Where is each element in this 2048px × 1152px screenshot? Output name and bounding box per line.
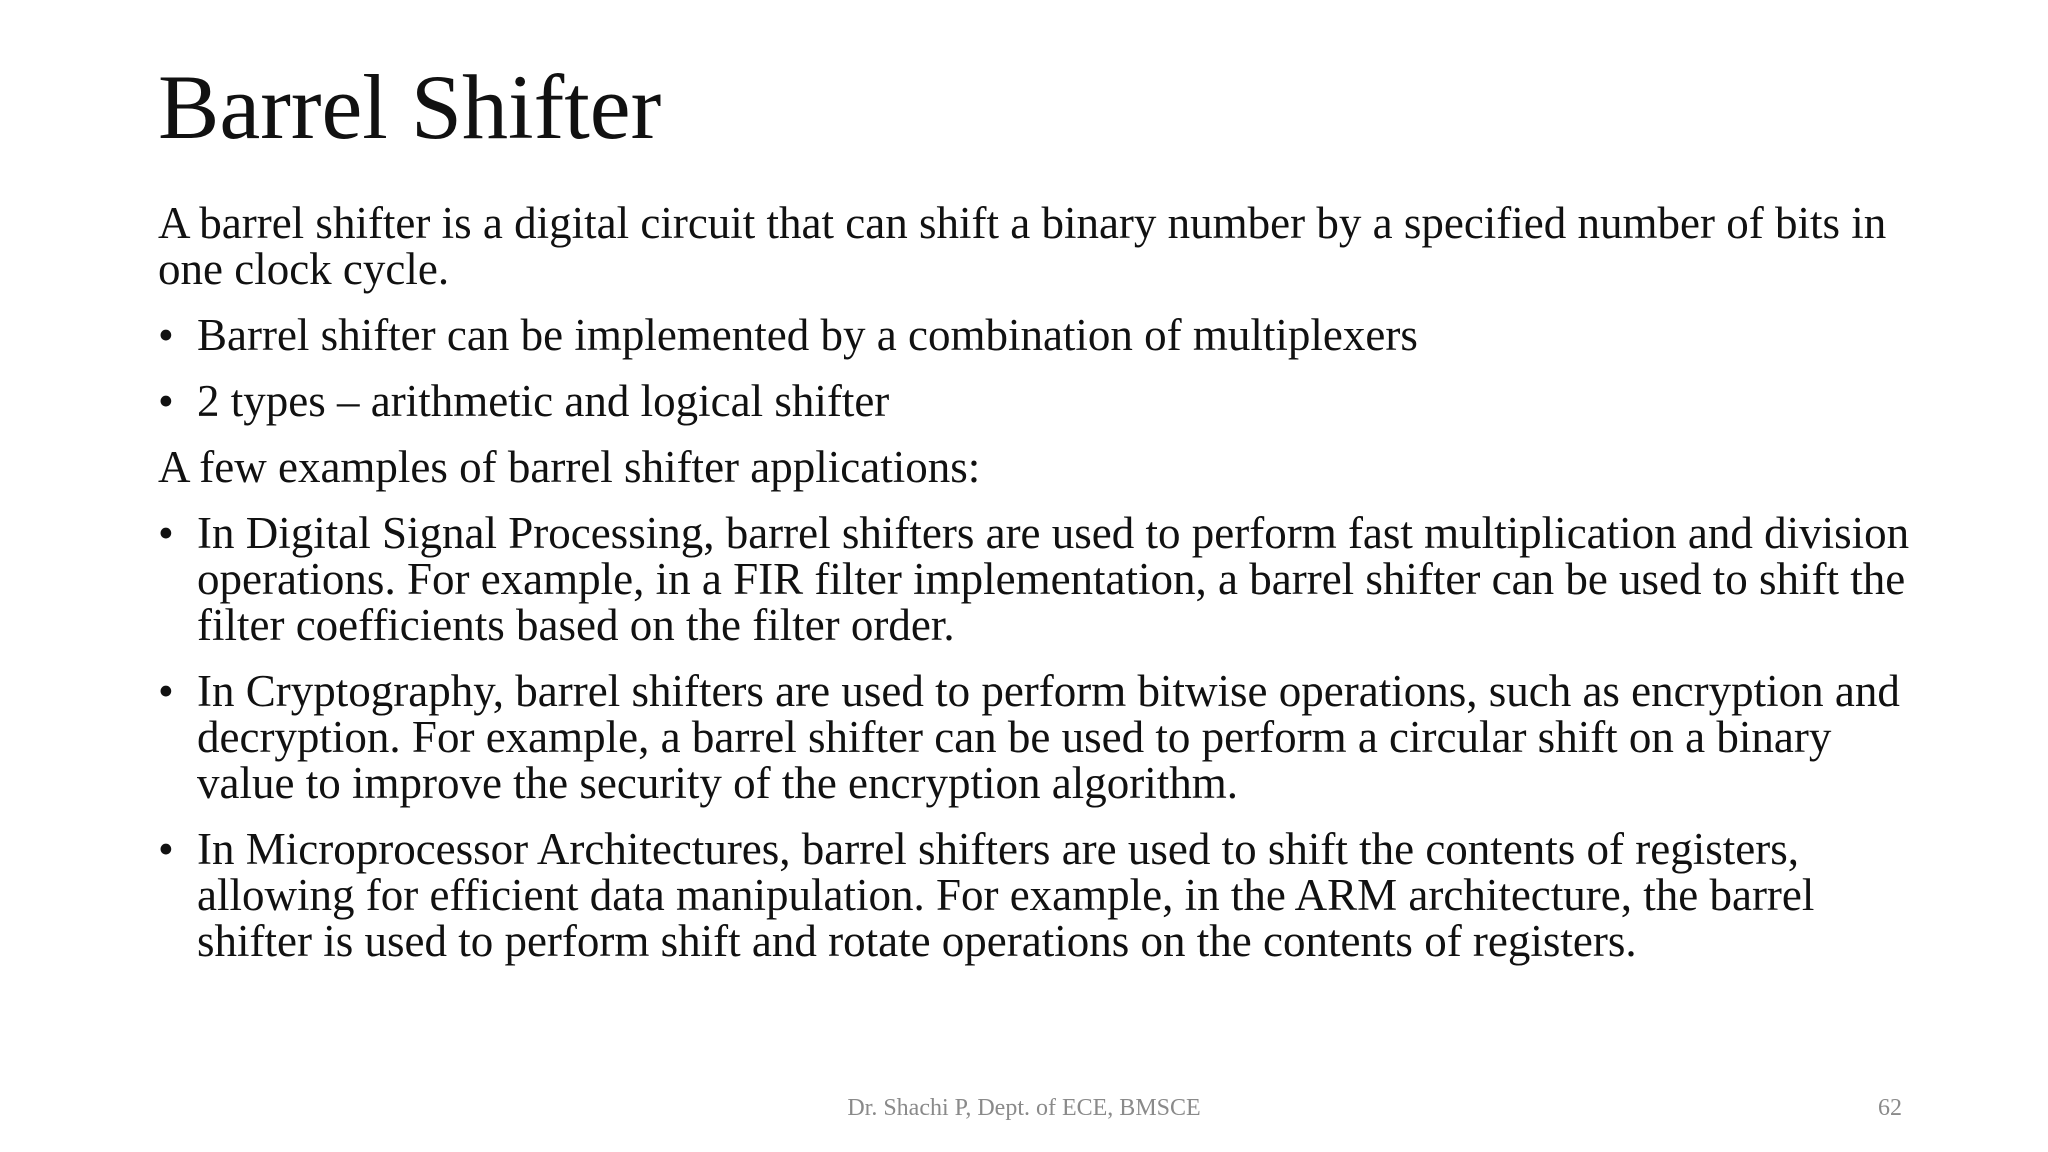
- bullet-dot: •: [158, 376, 174, 426]
- bullet-item: [158, 312, 1918, 358]
- bullet-dot: •: [158, 666, 174, 716]
- examples-heading: A few examples of barrel shifter applications:: [158, 442, 981, 492]
- footer-author: Dr. Shachi P, Dept. of ECE, BMSCE: [847, 1095, 1201, 1121]
- bullet-text: In Microprocessor Architectures, barrel shifters are used to shift the contents of registers, allowing for efficient data manipulation. For example, in the ARM architecture, the barrel shifter is used to perform shift and rotate operations on the contents of registers.: [197, 824, 1815, 966]
- bullet-dot: •: [158, 310, 174, 360]
- bullet-text: Barrel shifter can be implemented by a combination of multiplexers: [197, 310, 1418, 360]
- bullet-text: In Digital Signal Processing, barrel shifters are used to perform fast multiplication and division operations. For example, in a FIR filter implementation, a barrel shifter can be used to shift the filter coefficients based on the filter order.: [197, 508, 1910, 650]
- bullet-item: [158, 826, 1918, 964]
- bullet-item: [158, 668, 1918, 806]
- slide-body: [158, 200, 1918, 984]
- intro-paragraph: A barrel shifter is a digital circuit that can shift a binary number by a specified number of bits in one clock cycle.: [158, 198, 1887, 294]
- bullet-item: [158, 510, 1918, 648]
- bullet-item: [158, 378, 1918, 424]
- bullet-text: 2 types – arithmetic and logical shifter: [197, 376, 890, 426]
- bullet-dot: •: [158, 508, 174, 558]
- page-number: 62: [1878, 1095, 1902, 1121]
- slide-title: Barrel Shifter: [158, 56, 662, 158]
- bullet-dot: •: [158, 824, 174, 874]
- bullet-text: In Cryptography, barrel shifters are used to perform bitwise operations, such as encryption and decryption. For example, a barrel shifter can be used to perform a circular shift on a binary value to improve the security of the encryption algorithm.: [197, 666, 1900, 808]
